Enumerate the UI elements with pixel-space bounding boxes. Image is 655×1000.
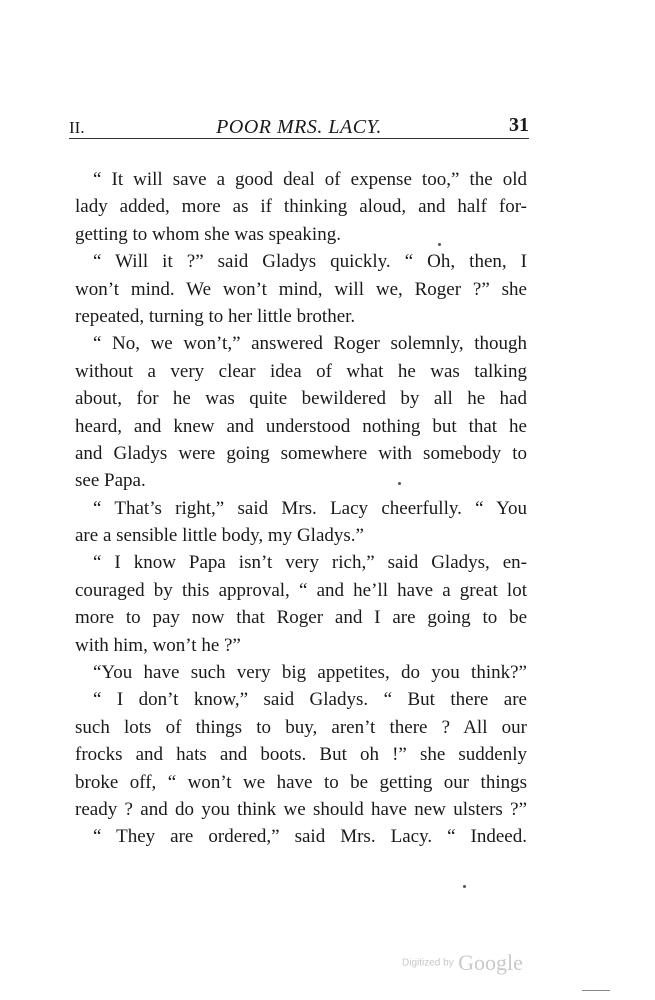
running-header: [69, 104, 529, 139]
text-line: “ Will it ?” said Gladys quickly. “ Oh, then, I: [93, 251, 527, 273]
text-line: “ No, we won’t,” answered Roger solemnly, though: [93, 333, 527, 355]
google-logo: Google: [458, 950, 523, 975]
text-line: won’t mind. We won’t mind, will we, Roger ?” she: [75, 278, 527, 300]
text-line: about, for he was quite bewildered by all he had: [75, 388, 527, 410]
text-line: see Papa.: [75, 470, 146, 492]
text-line: with him, won’t he ?”: [75, 634, 241, 656]
text-line: ready ? and do you think we should have new ulsters ?”: [75, 798, 527, 820]
text-line: “ I know Papa isn’t very rich,” said Gladys, en-: [93, 552, 527, 574]
chapter-number: II.: [69, 118, 85, 137]
footer-rule: [582, 990, 610, 991]
text-line: more to pay now that Roger and I are going to be: [75, 607, 527, 629]
text-line: heard, and knew and understood nothing but that he: [75, 415, 527, 437]
text-line: broke off, “ won’t we have to be getting our things: [75, 771, 527, 793]
ink-speck: [438, 243, 441, 246]
text-line: “ That’s right,” said Mrs. Lacy cheerfully. “ You: [93, 497, 527, 519]
text-line: “You have such very big appetites, do you think?”: [93, 662, 527, 684]
text-line: repeated, turning to her little brother.: [75, 305, 356, 327]
page-body: [75, 166, 527, 851]
page-number: 31: [509, 114, 529, 136]
text-line: “ I don’t know,” said Gladys. “ But there are: [93, 689, 527, 711]
text-line: getting to whom she was speaking.: [75, 223, 341, 245]
text-line: couraged by this approval, “ and he’ll have a great lot: [75, 579, 527, 601]
text-line: and Gladys were going somewhere with somebody to: [75, 442, 527, 464]
text-line: are a sensible little body, my Gladys.”: [75, 525, 364, 547]
digitized-by-google-watermark: [402, 950, 523, 976]
digitized-by-label: Digitized by: [402, 957, 454, 969]
text-line: without a very clear idea of what he was talking: [75, 360, 527, 382]
text-line: “ They are ordered,” said Mrs. Lacy. “ Indeed.: [93, 826, 527, 848]
ink-speck: [398, 482, 401, 485]
text-line: lady added, more as if thinking aloud, and half for-: [75, 196, 527, 218]
ink-speck: [463, 885, 466, 888]
running-title: POOR MRS. LACY.: [216, 116, 382, 138]
text-line: such lots of things to buy, aren’t there ? All our: [75, 716, 527, 738]
text-line: frocks and hats and boots. But oh !” she suddenly: [75, 744, 527, 766]
text-line: “ It will save a good deal of expense too,” the old: [93, 169, 527, 190]
